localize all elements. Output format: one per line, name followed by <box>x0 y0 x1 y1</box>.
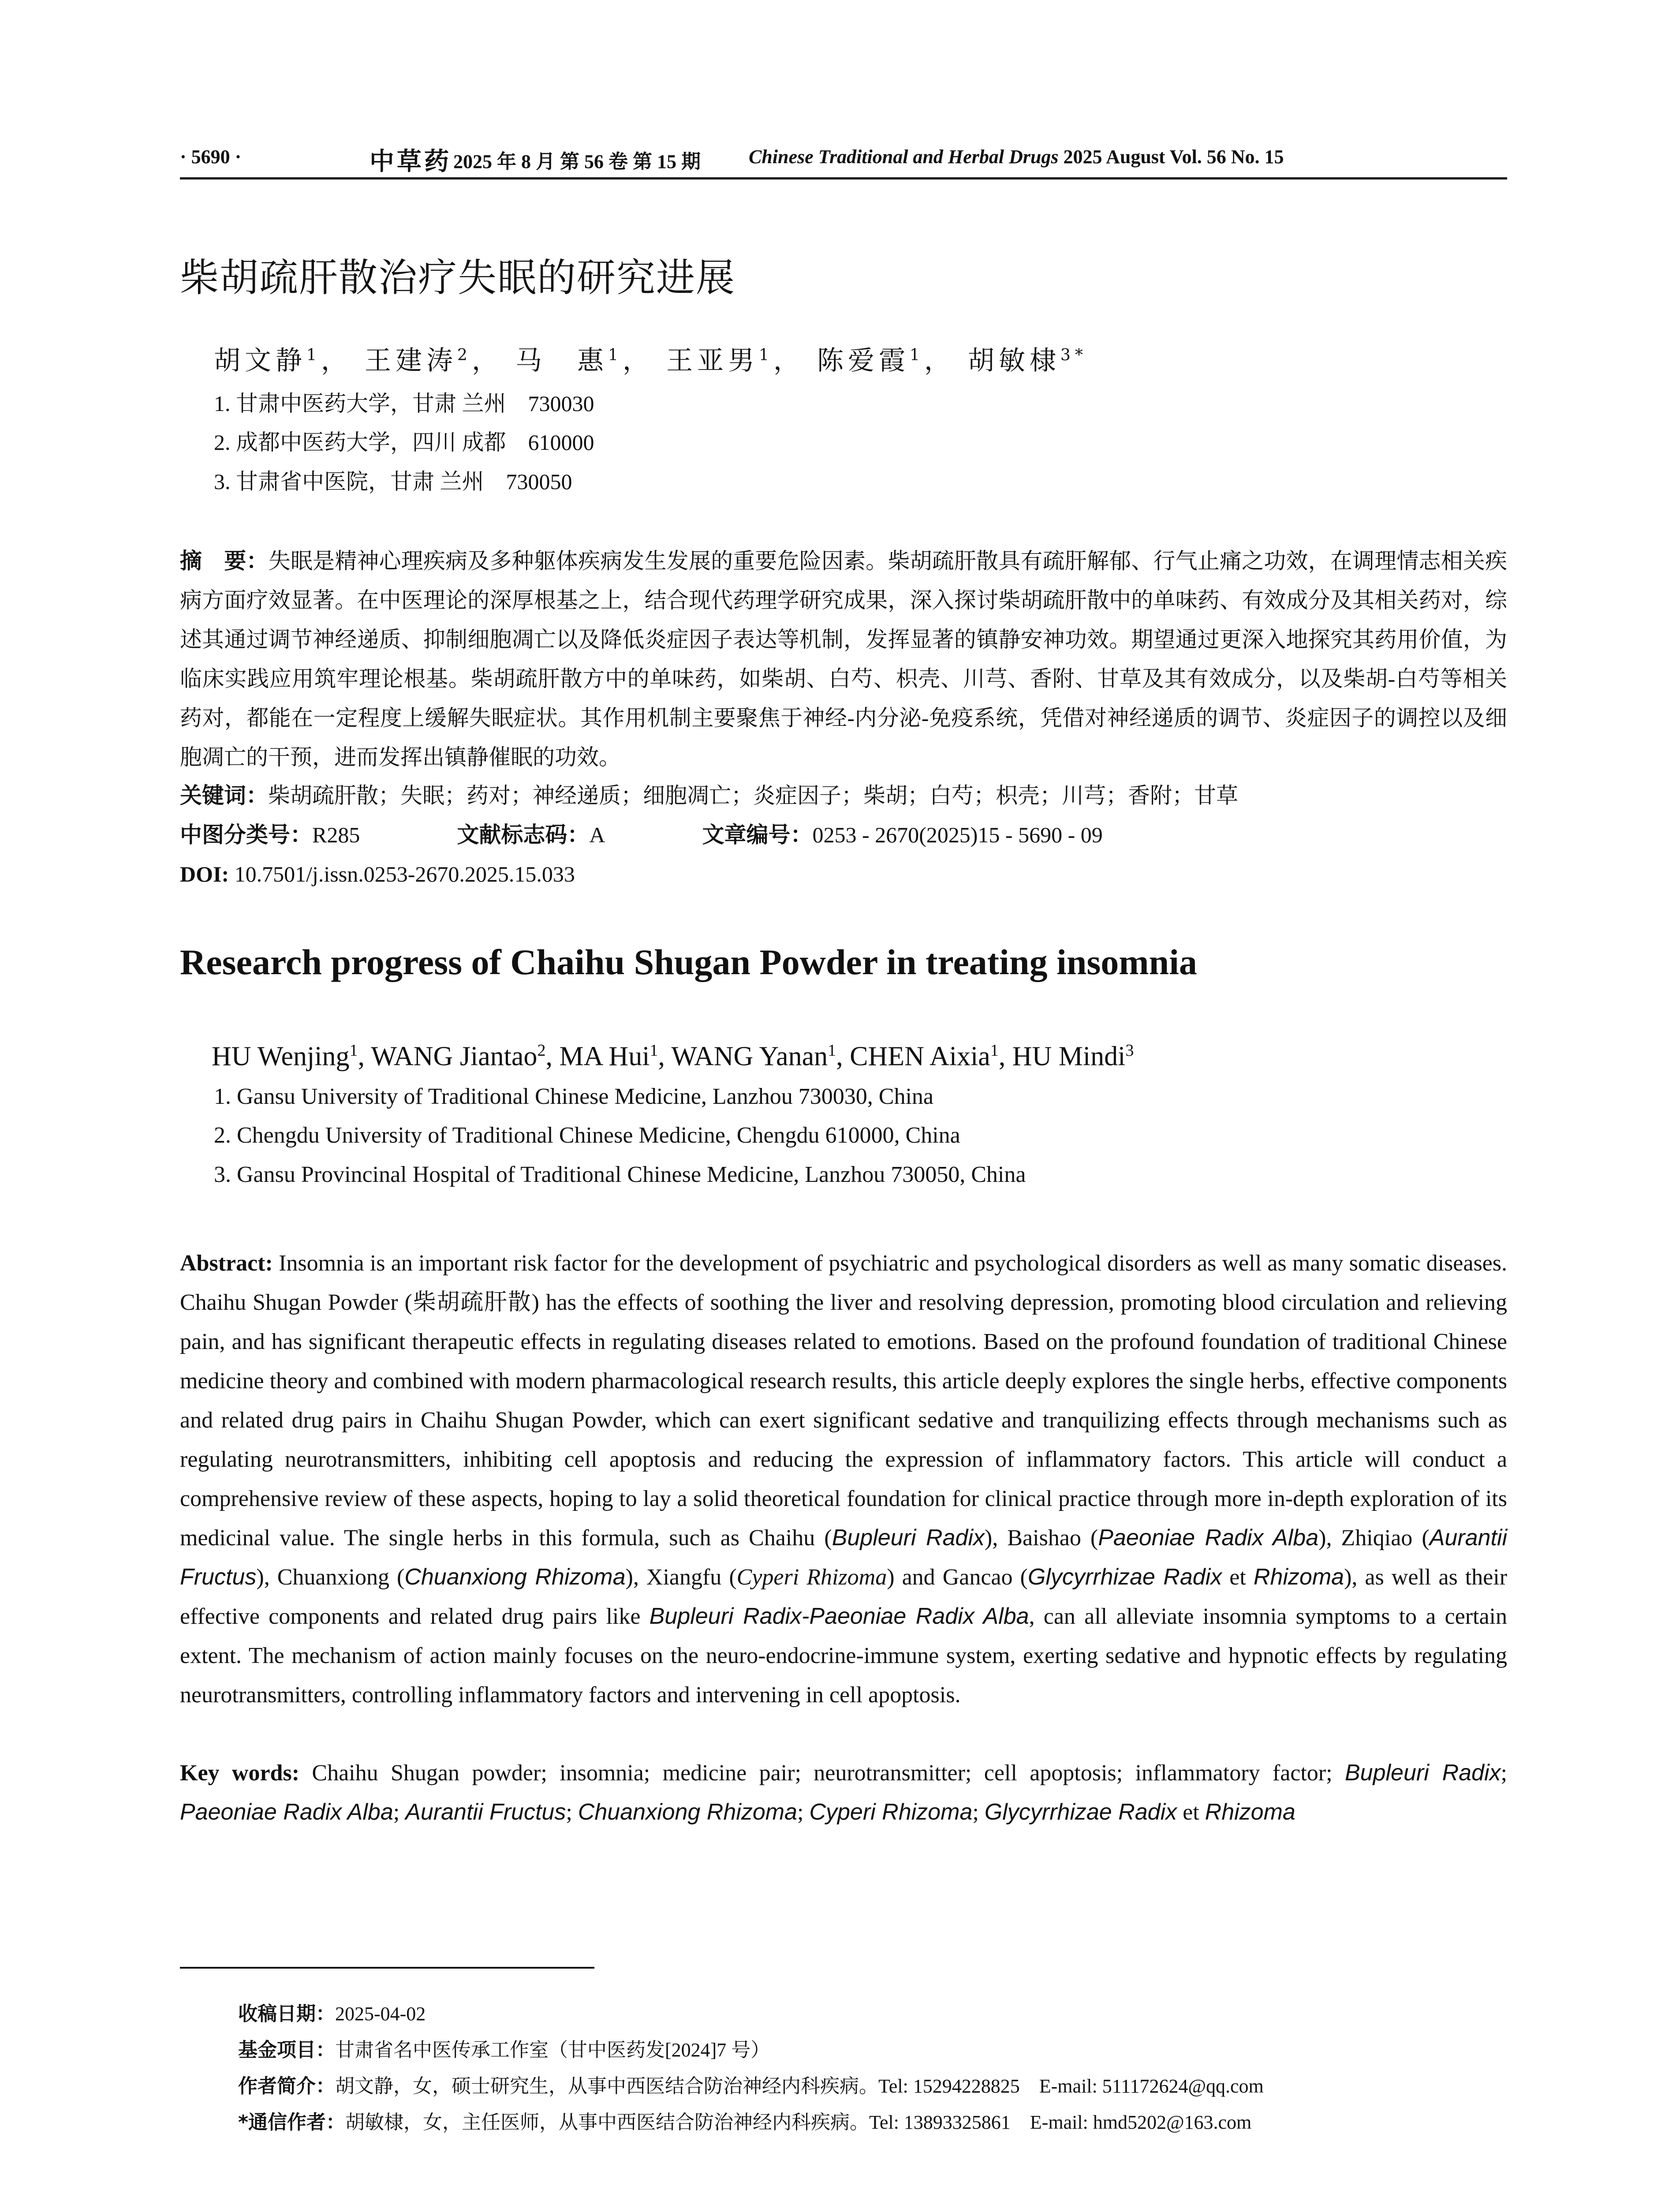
abstract-en-text: , can all alleviate insomnia symptoms to a certain extent. The mechanism of action mainly focuses on the neuro-endocrine-immune system, exerting sedative and hypnotic effects by regulating neurotransmitters, controlling inflammatory factors and intervening in cell apoptosis. <box>180 1604 1507 1708</box>
affiliation-en-2: 2. Chengdu University of Traditional Chinese Medicine, Chengdu 610000, China <box>214 1123 960 1148</box>
keywords-en-text: et <box>1177 1800 1205 1825</box>
keywords-cn-label: 关键词： <box>180 783 268 808</box>
page-number: · 5690 · <box>180 146 242 168</box>
abstract-en-text: Insomnia is an important risk factor for the development of psychiatric and psychological disorders as well as many somatic diseases. Chaihu Shugan Powder (柴胡疏肝散) has the effects of soothing the liver and resolving depression, promoting blood circulation and relieving pain, and has significant therapeutic effects in regulating diseases related to emotions. Based on the profound foundation of traditional Chinese medicine theory and combined with modern pharmacological research results, this article deeply explores the single herbs, effective components and related drug pairs in Chaihu Shugan Powder, which can exert significant sedative and tranquilizing effects through mechanisms such as regulating neurotransmitters, inhibiting cell apoptosis and reducing the expression of inflammatory factors. This article will conduct a comprehensive review of these aspects, hoping to lay a solid theoretical foundation for clinical practice through more in-depth exploration of its medicinal value. The single herbs in this formula, such as Chaihu ( <box>180 1251 1507 1551</box>
affiliation-en-3: 3. Gansu Provincinal Hospital of Traditional Chinese Medicine, Lanzhou 730050, China <box>214 1162 1026 1187</box>
latin-name: Paeoniae Radix Alba <box>180 1799 393 1825</box>
abstract-en-label: Abstract: <box>180 1251 273 1276</box>
title-en: Research progress of Chaihu Shugan Powder in treating insomnia <box>180 942 1197 982</box>
author-sup: 1 <box>608 346 623 364</box>
footnote-label: 基金项目： <box>238 2039 335 2061</box>
latin-name: Bupleuri Radix-Paeoniae Radix Alba <box>649 1603 1029 1629</box>
author-sup: 3* <box>1060 346 1087 364</box>
author-en: HU Mindi <box>1012 1041 1126 1072</box>
author-sup: 2 <box>537 1041 546 1060</box>
author-en: WANG Jiantao <box>371 1041 538 1072</box>
author-sup: 1 <box>990 1041 999 1060</box>
author-sup: 1 <box>909 346 924 364</box>
keywords-en-text: ; <box>393 1800 406 1825</box>
footnote-author-bio <box>238 2070 1264 2098</box>
footnote-fund <box>238 2034 770 2062</box>
author-cn: 陈爱霞 <box>817 345 910 376</box>
author-cn: 胡文静 <box>214 345 306 376</box>
abstract-en-text: ) and Gancao ( <box>887 1565 1028 1590</box>
abstract-cn-text: 失眠是精神心理疾病及多种躯体疾病发生发展的重要危险因素。柴胡疏肝散具有疏肝解郁、行气止痛之功效，在调理情志相关疾病方面疗效显著。在中医理论的深厚根基之上，结合现代药理学研究成果，深入探讨柴胡疏肝散中的单味药、有效成分及其相关药对，综述其通过调节神经递质、抑制细胞凋亡以及降低炎症因子表达等机制，发挥显著的镇静安神功效。期望通过更深入地探究其药用价值，为临床实践应用筑牢理论根基。柴胡疏肝散方中的单味药，如柴胡、白芍、枳壳、川芎、香附、甘草及其有效成分，以及柴胡-白芍等相关药对，都能在一定程度上缓解失眠症状。其作用机制主要聚焦于神经-内分泌-免疫系统，凭借对神经递质的调节、炎症因子的调控以及细胞凋亡的干预，进而发挥出镇静催眠的功效。 <box>180 549 1508 770</box>
latin-name: Aurantii Fructus <box>405 1799 566 1825</box>
latin-name: Glycyrrhizae Radix <box>1027 1564 1222 1590</box>
authors-en: HU Wenjing$^1$, WANG Jiantao$^2$, MA Hui$^1$, WANG Yanan$^1$, CHEN Aixia$^1$, HU Mindi$^3$ <box>212 1041 1134 1072</box>
abstract-en-text: ), Zhiqiao ( <box>1318 1525 1430 1551</box>
latin-name: Bupleuri Radix <box>1344 1760 1501 1786</box>
doi-value: 10.7501/j.issn.0253-2670.2025.15.033 <box>234 862 575 886</box>
doi-line <box>180 855 1507 894</box>
author-sup: 1 <box>650 1041 658 1060</box>
keywords-cn <box>180 776 1507 815</box>
author-en: WANG Yanan <box>671 1041 828 1072</box>
author-sup: 1 <box>828 1041 836 1060</box>
author-cn: 王亚男 <box>666 345 759 376</box>
journal-name-en: Chinese Traditional and Herbal Drugs <box>749 146 1059 168</box>
abstract-cn <box>180 542 1507 777</box>
abstract-en-text: et <box>1222 1565 1254 1590</box>
abstract-en <box>180 1244 1507 1715</box>
footnote-text: 胡文静，女，硕士研究生，从事中西医结合防治神经内科疾病。Tel: 15294228825 E-mail: 511172624@qq.com <box>335 2075 1264 2097</box>
keywords-en-text: ; <box>797 1800 810 1825</box>
latin-name: Bupleuri Radix <box>832 1525 985 1551</box>
clc-value: R285 <box>312 822 360 847</box>
author-sup: 1 <box>306 346 321 364</box>
footnote-rule <box>180 1967 594 1969</box>
keywords-en <box>180 1753 1507 1832</box>
keywords-cn-text: 柴胡疏肝散；失眠；药对；神经递质；细胞凋亡；炎症因子；柴胡；白芍；枳壳；川芎；香附；甘草 <box>268 783 1238 808</box>
author-sup: 2 <box>457 346 472 364</box>
latin-name: Rhizoma <box>1253 1564 1344 1590</box>
abstract-en-text: ), as well as their effective components and related drug pairs like <box>180 1565 1508 1629</box>
abstract-cn-label: 摘 要： <box>180 548 269 574</box>
footnote-text: 2025-04-02 <box>335 2003 426 2025</box>
author-sup: 1 <box>349 1041 358 1060</box>
keywords-en-text: Chaihu Shugan powder; insomnia; medicine pair; neurotransmitter; cell apoptosis; inflammatory factor; <box>299 1760 1345 1786</box>
footnote-corresponding <box>238 2106 1251 2134</box>
latin-name: Aurantii Fructus <box>180 1525 1507 1590</box>
latin-name: Glycyrrhizae Radix <box>984 1799 1177 1825</box>
article-no-value: 0253 - 2670(2025)15 - 5690 - 09 <box>812 822 1103 847</box>
author-sup: 1 <box>758 346 773 364</box>
article-no-label: 文章编号： <box>702 822 813 848</box>
doi-label: DOI: <box>180 862 229 886</box>
author-cn: 王建涛 <box>364 345 457 376</box>
footnote-label: *通信作者： <box>238 2111 346 2134</box>
doc-code-value: A <box>589 822 605 847</box>
title-cn: 柴胡疏肝散治疗失眠的研究进展 <box>180 255 736 300</box>
affiliation-cn-3: 3. 甘肃省中医院，甘肃 兰州 730050 <box>214 469 572 494</box>
clc-label: 中图分类号： <box>180 822 312 848</box>
latin-name: Cyperi Rhizoma <box>736 1565 887 1590</box>
keywords-en-label: Key words: <box>180 1760 300 1786</box>
issue-en-text: 2025 August Vol. 56 No. 15 <box>1063 146 1284 168</box>
abstract-en-text: ), Xiangfu ( <box>625 1565 737 1590</box>
affiliation-en-1: 1. Gansu University of Traditional Chinese Medicine, Lanzhou 730030, China <box>214 1084 934 1109</box>
footnote-received <box>238 1998 426 2026</box>
author-en: MA Hui <box>559 1041 650 1072</box>
keywords-en-text: ; <box>566 1800 578 1825</box>
affiliation-cn-1: 1. 甘肃中医药大学，甘肃 兰州 730030 <box>214 391 594 416</box>
author-sup: 3 <box>1125 1041 1134 1060</box>
journal-name-cn: 中草药 <box>370 147 452 176</box>
author-cn: 胡敏棣 <box>967 345 1060 376</box>
issue-cn: 2025 年 8 月 第 56 卷 第 15 期 <box>453 151 701 172</box>
author-en: CHEN Aixia <box>850 1041 990 1072</box>
latin-name: Chuanxiong Rhizoma <box>404 1564 626 1590</box>
classification-line <box>180 815 1507 855</box>
footnote-label: 收稿日期： <box>238 2003 335 2025</box>
footnote-text: 胡敏棣，女，主任医师，从事中西医结合防治神经内科疾病。Tel: 13893325861 E-mail: hmd5202@163.com <box>345 2112 1252 2133</box>
authors-cn: 胡文静$^1$， 王建涛$^2$， 马 惠$^1$， 王亚男$^1$， 陈爱霞$^1$， 胡敏棣$^{3*}$ <box>214 345 1087 376</box>
keywords-en-text: ; <box>972 1800 985 1825</box>
keywords-en-text: ; <box>1501 1760 1507 1786</box>
abstract-en-text: ), Chuanxiong ( <box>256 1565 405 1590</box>
latin-name: Rhizoma <box>1205 1799 1295 1825</box>
footnote-label: 作者简介： <box>238 2075 335 2097</box>
doc-code-label: 文献标志码： <box>457 822 590 848</box>
running-header <box>180 146 1507 179</box>
affiliation-cn-2: 2. 成都中医药大学，四川 成都 610000 <box>214 430 594 455</box>
author-cn: 马 惠 <box>515 345 608 376</box>
latin-name: Paeoniae Radix Alba <box>1098 1525 1319 1551</box>
latin-name: Cyperi Rhizoma <box>809 1799 973 1825</box>
issue-en <box>749 146 1284 168</box>
abstract-en-text: ), Baishao ( <box>984 1525 1098 1551</box>
footnote-text: 甘肃省名中医传承工作室（甘中医药发[2024]7 号） <box>335 2039 770 2061</box>
latin-name: Chuanxiong Rhizoma <box>578 1799 797 1825</box>
author-en: HU Wenjing <box>212 1041 350 1072</box>
